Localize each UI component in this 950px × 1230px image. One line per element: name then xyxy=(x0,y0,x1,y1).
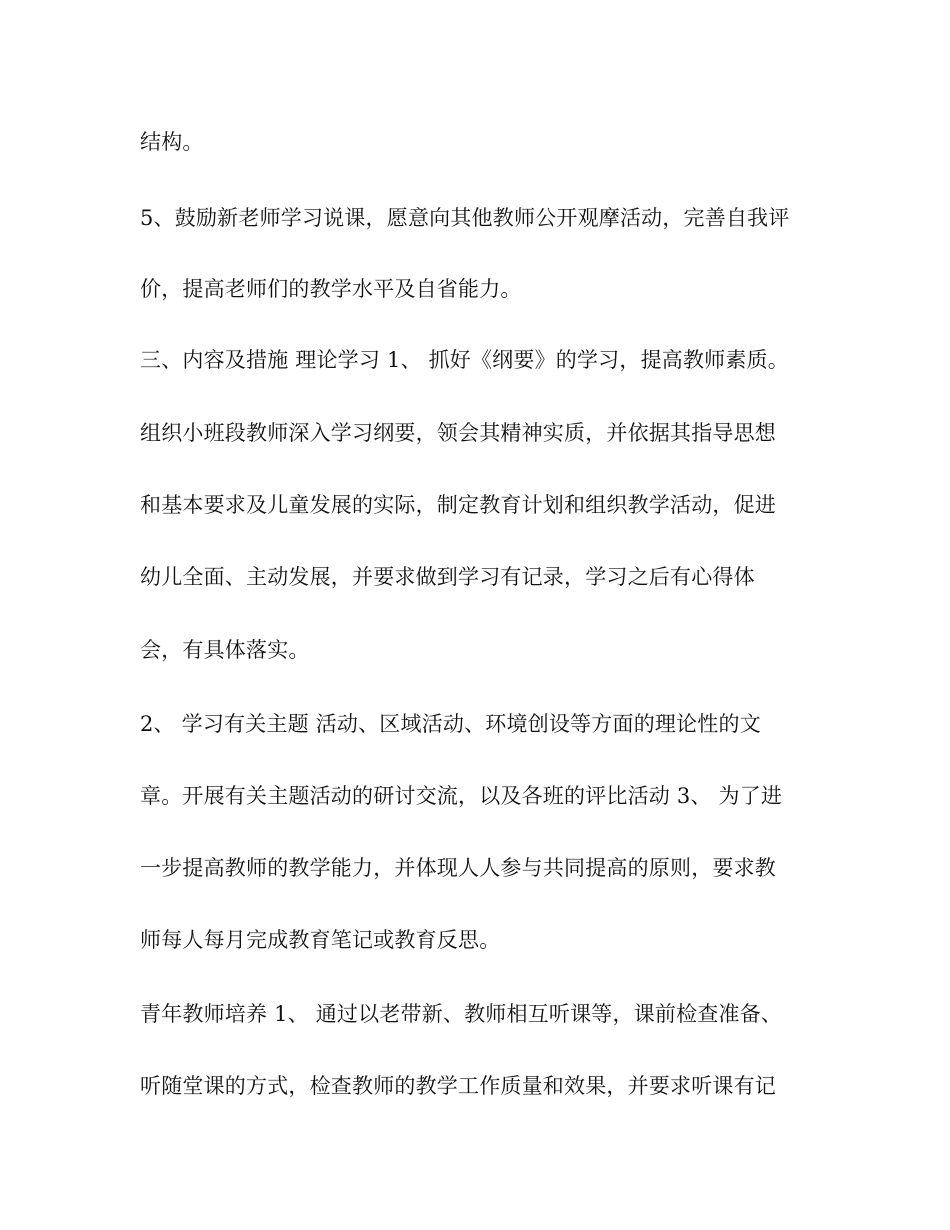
text-line: 师每人每月完成教育笔记或教育反思。 xyxy=(140,928,501,952)
text-line: 2、 学习有关主题 活动、区域活动、环境创设等方面的理论性的文 xyxy=(140,712,761,736)
text-line: 会，有具体落实。 xyxy=(140,638,310,662)
text-line: 青年教师培养 1、 通过以老带新、教师相互听课等，课前检查准备、 xyxy=(140,1002,783,1026)
text-line: 和基本要求及儿童发展的实际，制定教育计划和组织教学活动，促进 xyxy=(140,493,776,517)
text-line: 听随堂课的方式，检查教师的教学工作质量和效果，并要求听课有记 xyxy=(140,1074,776,1098)
text-line: 章。开展有关主题活动的研讨交流，以及各班的评比活动 3、 为了进 xyxy=(140,784,783,808)
text-line: 幼儿全面、主动发展，并要求做到学习有记录，学习之后有心得体 xyxy=(140,565,755,589)
text-line: 三、内容及措施 理论学习 1、 抓好《纲要》的学习，提高教师素质。 xyxy=(140,348,789,372)
text-line: 结构。 xyxy=(140,130,204,154)
text-line: 价，提高老师们的教学水平及自省能力。 xyxy=(140,277,522,301)
text-line: 5、鼓励新老师学习说课，愿意向其他教师公开观摩活动，完善自我评 xyxy=(140,206,790,230)
text-line: 一步提高教师的教学能力，并体现人人参与共同提高的原则，要求教 xyxy=(140,856,776,880)
text-line: 组织小班段教师深入学习纲要，领会其精神实质，并依据其指导思想 xyxy=(140,421,776,445)
